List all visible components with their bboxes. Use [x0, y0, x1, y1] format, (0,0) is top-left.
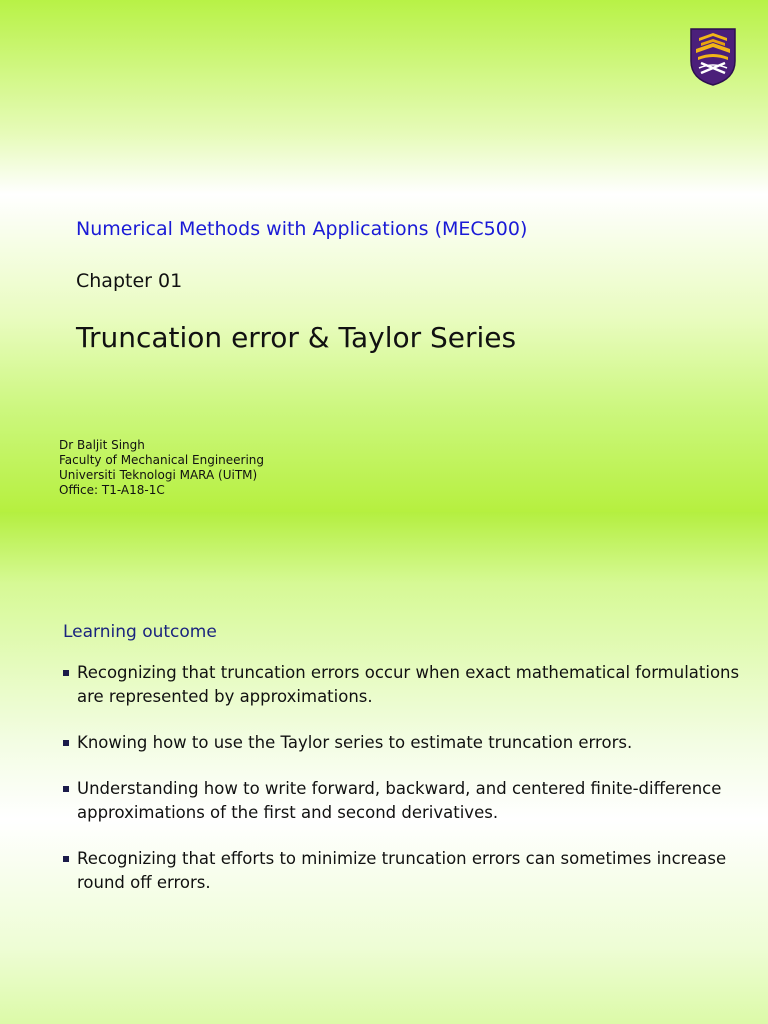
chapter-label: Chapter 01 — [76, 270, 183, 292]
outcome-item — [63, 661, 743, 709]
bullet-square-icon — [63, 740, 69, 746]
author-office: Office: T1-A18-1C — [59, 483, 165, 497]
learning-outcome-slide — [0, 512, 768, 1024]
outcome-text: Knowing how to use the Taylor series to estimate truncation errors. — [77, 733, 633, 752]
uitm-crest-icon — [689, 27, 737, 87]
outcome-text: Recognizing that truncation errors occur when exact mathematical formulations are represented by approximations. — [77, 663, 740, 706]
outcome-item — [63, 847, 743, 895]
outcome-item — [63, 777, 743, 825]
outcome-list — [63, 661, 743, 917]
outcome-text: Understanding how to write forward, backward, and centered finite-difference approximations of the first and second derivatives. — [77, 779, 722, 822]
bullet-square-icon — [63, 786, 69, 792]
bullet-square-icon — [63, 670, 69, 676]
outcome-item — [63, 731, 743, 755]
bullet-square-icon — [63, 856, 69, 862]
slide-title: Truncation error & Taylor Series — [76, 321, 517, 354]
author-university: Universiti Teknologi MARA (UiTM) — [59, 468, 258, 482]
author-info — [59, 438, 264, 498]
author-faculty: Faculty of Mechanical Engineering — [59, 453, 265, 467]
author-name: Dr Baljit Singh — [59, 438, 145, 452]
course-title: Numerical Methods with Applications (MEC500) — [76, 218, 528, 240]
section-heading: Learning outcome — [63, 622, 217, 642]
outcome-text: Recognizing that efforts to minimize truncation errors can sometimes increase round off errors. — [77, 849, 727, 892]
